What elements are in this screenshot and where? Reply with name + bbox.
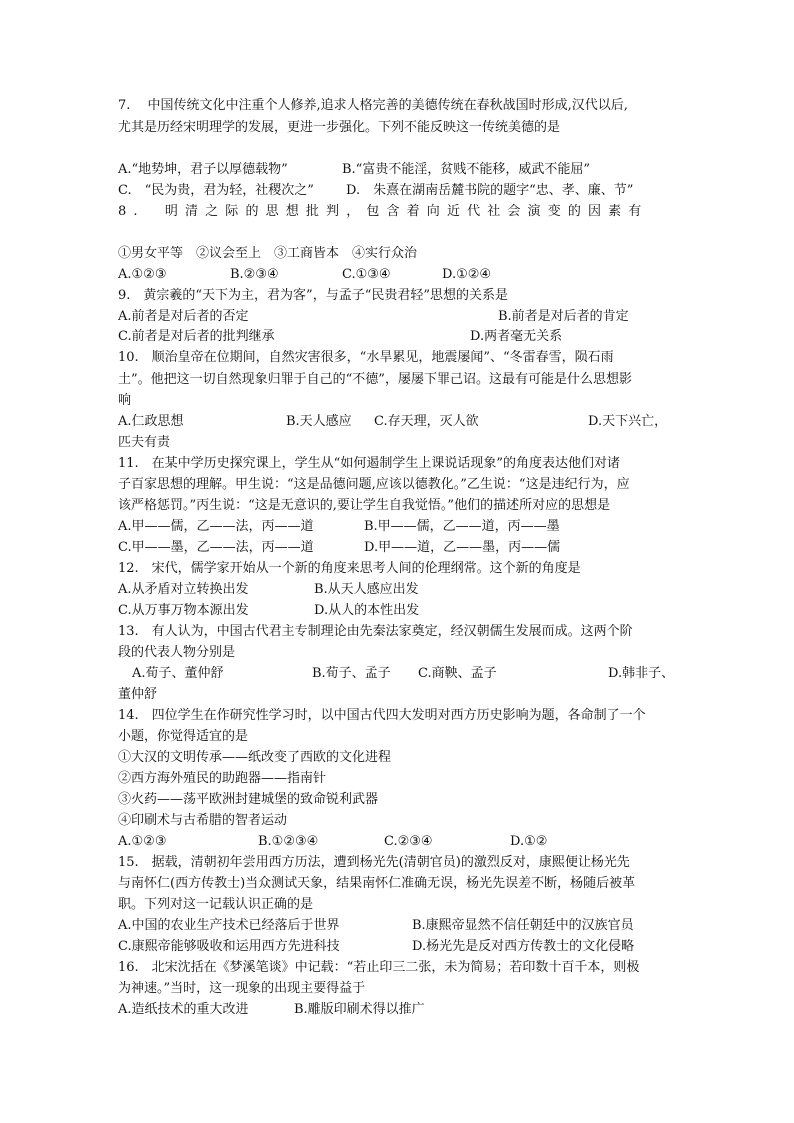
q7-option-b: B.“富贵不能淫，贫贱不能移，威武不能屈”	[342, 162, 590, 177]
q8-option-a: A.①②③	[118, 267, 167, 282]
q14-stem-line1: 14. 四位学生在作研究性学习时，以中国古代四大发明对西方历史影响为题，各命制了一个	[118, 708, 646, 723]
q7-option-c: C. “民为贵，君为轻，社稷次之”	[118, 183, 314, 198]
q10-stem-line2: 土”。他把这一切自然现象归罪于自己的“不德”，屡屡下罪己诏。这最有可能是什么思想影	[118, 372, 632, 387]
q14-option-a: A.①②③	[118, 834, 167, 849]
q9-option-d: D.两者毫无关系	[470, 329, 563, 344]
q12-stem-line1: 12. 宋代，儒学家开始从一个新的角度来思考人间的伦理纲常。这个新的角度是	[118, 561, 581, 576]
q13-option-a: A.荀子、董仲舒	[132, 666, 224, 681]
q9-option-a: A.前者是对后者的否定	[118, 309, 249, 324]
q10-option-c: C.存天理，灭人欲	[374, 414, 479, 429]
q13-option-b: B.荀子、孟子	[312, 666, 391, 681]
q14-item-3: ③火药——荡平欧洲封建城堡的致命锐利武器	[118, 792, 379, 807]
q11-stem-line1: 11. 在某中学历史探究课上，学生从“如何遏制学生上课说话现象”的角度表达他们对诸	[118, 456, 620, 471]
q10-option-b: B.天人感应	[286, 414, 352, 429]
q9-option-b: B.前者是对后者的肯定	[498, 309, 629, 324]
q7-stem-line1: 7. 中国传统文化中注重个人修养,追求人格完善的美德传统在春秋战国时形成,汉代以后,	[118, 98, 628, 113]
q16-option-b: B.雕版印刷术得以推广	[294, 1002, 425, 1017]
q9-option-c: C.前者是对后者的批判继承	[118, 329, 275, 344]
q11-option-a: A.甲——儒，乙——法，丙——道	[118, 519, 314, 534]
q7-option-a: A.“地势坤，君子以厚德载物”	[118, 162, 288, 177]
q8-items: ①男女平等 ②议会至上 ③工商皆本 ④实行众治	[118, 246, 418, 261]
q12-option-c: C.从万事万物本源出发	[118, 603, 249, 618]
q10-stem-line1: 10. 顺治皇帝在位期间，自然灾害很多，“水旱累见，地震屡闻”、“冬雷春雪，陨石雨	[118, 350, 614, 365]
q14-item-1: ①大汉的文明传承——纸改变了西欧的文化进程	[118, 750, 392, 765]
q15-option-a: A.中国的农业生产技术已经落后于世界	[118, 918, 340, 933]
q8-option-d: D.①②④	[442, 267, 492, 282]
q16-stem-line2: 为神速。”当时，这一现象的出现主要得益于	[118, 981, 366, 996]
q13-option-d-continued: 董仲舒	[118, 687, 158, 702]
q13-stem-line1: 13. 有人认为，中国古代君主专制理论由先秦法家奠定，经汉朝儒生发展而成。这两个阶	[118, 624, 633, 639]
q11-option-b: B.甲——儒，乙——道，丙——墨	[364, 519, 560, 534]
q7-option-d: D. 朱熹在湖南岳麓书院的题字“忠、孝、廉、节”	[346, 183, 634, 198]
q12-option-a: A.从矛盾对立转换出发	[118, 582, 249, 597]
q14-option-d: D.①②	[510, 834, 548, 849]
q11-option-c: C.甲——墨，乙——法，丙——道	[118, 540, 314, 555]
q13-stem-line2: 段的代表人物分别是	[118, 645, 236, 660]
q11-stem-line3: 该严格惩罚。”丙生说：“这是无意识的,要让学生自我觉悟。”他们的描述所对应的思想是	[118, 498, 611, 513]
q15-option-c: C.康熙帝能够吸收和运用西方先进科技	[118, 939, 340, 954]
q13-option-d: D.韩非子、	[608, 666, 675, 681]
q15-option-d: D.杨光先是反对西方传教士的文化侵略	[412, 939, 635, 954]
q13-option-c: C.商鞅、孟子	[418, 666, 497, 681]
q14-option-c: C.②③④	[384, 834, 433, 849]
q10-option-a: A.仁政思想	[118, 414, 184, 429]
q15-stem-line1: 15. 据载，清朝初年尝用西方历法，遭到杨光先(清朝官员)的激烈反对，康熙便让杨光先	[118, 855, 630, 870]
q10-option-d: D.天下兴亡，	[588, 414, 668, 429]
q12-option-b: B.从天人感应出发	[314, 582, 419, 597]
q16-stem-line1: 16. 北宋沈括在《梦溪笔谈》中记载：“若止印三二张，未为简易；若印数十百千本，则极	[118, 960, 640, 975]
q8-stem-line1: 8. 明清之际的思想批判，包含着向近代社会演变的因素有	[118, 204, 649, 219]
q7-stem-line2: 尤其是历经宋明理学的发展，更进一步强化。下列不能反映这一传统美德的是	[118, 120, 561, 135]
q14-item-2: ②西方海外殖民的助跑器——指南针	[118, 771, 327, 786]
q14-option-b: B.①②③④	[258, 834, 319, 849]
q10-stem-line3: 响	[118, 393, 132, 408]
q11-stem-line2: 子百家思想的理解。甲生说：“这是品德问题,应该以德教化。”乙生说：“这是违纪行为，应	[118, 477, 630, 492]
q14-stem-line2: 小题，你觉得适宜的是	[118, 729, 249, 744]
q10-option-d-continued: 匹夫有责	[118, 435, 171, 450]
q8-option-b: B.②③④	[230, 267, 279, 282]
q15-stem-line2: 与南怀仁(西方传教士)当众测试天象，结果南怀仁准确无误，杨光先误差不断，杨随后被革	[118, 876, 636, 891]
q12-option-d: D.从人的本性出发	[314, 603, 420, 618]
q8-option-c: C.①③④	[342, 267, 391, 282]
q14-item-4: ④印刷术与古希腊的智者运动	[118, 813, 288, 828]
q11-option-d: D.甲——道，乙——墨，丙——儒	[364, 540, 561, 555]
q15-stem-line3: 职。下列对这一记载认识正确的是	[118, 897, 314, 912]
q15-option-b: B.康熙帝显然不信任朝廷中的汉族官员	[412, 918, 634, 933]
q16-option-a: A.造纸技术的重大改进	[118, 1002, 249, 1017]
q9-stem-line1: 9. 黄宗羲的“天下为主，君为客”，与孟子“民贵君轻”思想的关系是	[118, 288, 508, 303]
